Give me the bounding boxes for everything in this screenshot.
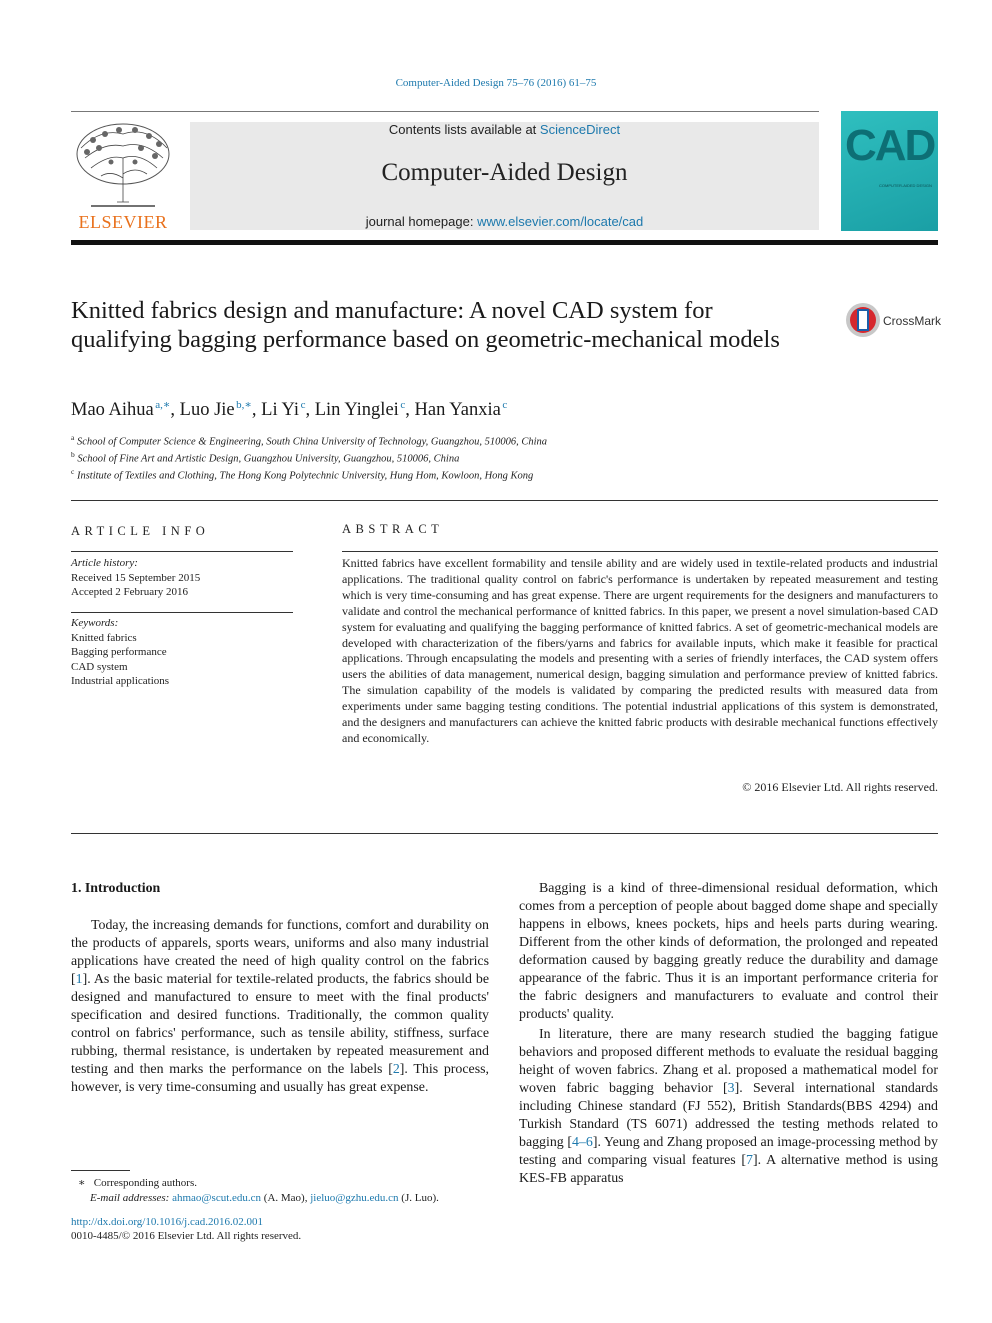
author[interactable]: Han Yanxia $^c$ — [414, 399, 508, 420]
author-list: Mao Aihua $^{a,∗}$, Luo Jie $^{b,∗}$, Li Yi $^c$, Lin Yinglei $^c$, Han Yanxia $^c$ — [71, 399, 508, 420]
journal-cover[interactable] — [841, 111, 938, 231]
paragraph: Today, the increasing demands for functions, comfort and durability on the products of apparels, sports wears, uniforms and also many industrial applications have created the need of high quality control on the fabrics [1]. As the basic material for textile-related products, the fabrics should be designed and manufactured to ensure to meet with the final products' specification and desired functions. Traditionally, the common quality control on fabrics' performance, such as tensile ability, stiffness, surface rubbing, thermal resistance, is undertaken by repeated measurement and testing and then marks the performance on the labels [2]. This process, however, is very time-consuming and usually has great expense. — [71, 918, 489, 1095]
journal-citation[interactable]: Computer-Aided Design 75–76 (2016) 61–75 — [395, 77, 597, 89]
crossmark-label: CrossMark — [883, 314, 942, 328]
keyword: Bagging performance — [71, 646, 167, 659]
sciencedirect-link[interactable]: ScienceDirect — [539, 122, 621, 137]
keywords: Keywords: Knitted fabrics Bagging performance CAD system Industrial applications — [71, 617, 170, 688]
keyword: CAD system — [71, 660, 128, 673]
affiliation: $^a$ School of Computer Science & Engineering, South China University of Technology, Guangzhou, 510006, China — [71, 433, 547, 448]
keyword: Industrial applications — [71, 675, 170, 688]
section-rule — [71, 500, 938, 501]
header-rule — [71, 111, 819, 112]
elsevier-logo — [71, 118, 175, 232]
homepage-line: journal homepage: www.elsevier.com/locate/cad — [365, 214, 644, 229]
elsevier-tree-icon — [71, 118, 175, 214]
cover-logo: CAD — [845, 121, 935, 170]
article-info-heading: ARTICLE INFO — [71, 524, 210, 538]
issn-line: 0010-4485/© 2016 Elsevier Ltd. All rights reserved. — [71, 1230, 302, 1242]
footnote-rule — [71, 1170, 130, 1171]
crossmark-badge[interactable] — [845, 302, 940, 338]
abstract-heading: ABSTRACT — [342, 522, 444, 536]
email-link[interactable]: ahmao@scut.edu.cn — [172, 1192, 262, 1204]
body-left-column — [71, 917, 489, 1097]
email-footnote: E-mail addresses: ahmao@scut.edu.cn (A. Mao), jieluo@gzhu.edu.cn (J. Luo). — [90, 1192, 439, 1204]
email-link[interactable]: jieluo@gzhu.edu.cn — [310, 1192, 399, 1204]
article-info-rule — [71, 551, 293, 552]
affiliation: $^c$ Institute of Textiles and Clothing, The Hong Kong Polytechnic University, Hung Hom, Kowloon, Hong Kong — [71, 467, 534, 482]
reference-link[interactable]: 7 — [746, 1153, 753, 1168]
paragraph: Bagging is a kind of three-dimensional residual deformation, which comes from a perception of people about bagged dome shape and specially happens in elbows, knees pockets, hips and heels parts during wearing. Different from the other kinds of deformation, the prolonged and repeated deformation caused by bagging greatly reduce the durability and damage appearance of the fabric. Thus it is an important performance criteria for the fabric designers and manufacturers to evaluate and control their products' quality. — [519, 881, 938, 1022]
abstract-copyright: © 2016 Elsevier Ltd. All rights reserved. — [742, 780, 938, 794]
homepage-link[interactable]: www.elsevier.com/locate/cad — [477, 214, 644, 229]
keywords-rule — [71, 612, 293, 613]
received-date: Received 15 September 2015 — [71, 571, 201, 584]
reference-link[interactable]: 4–6 — [571, 1135, 593, 1150]
abstract-text: Knitted fabrics have excellent formability and tensile ability and are widely used in textile-related products and industrial applications. The traditional quality control on fabric's performance is undertaken by repeated measurement and testing which is very time-consuming and has great expense. There are urgent requirements for the designers and manufacturers to validate and control the mechanical performance of knitted fabrics. In this paper, we present a novel simulation-based CAD system for evaluating and qualifying the bagging performance of knitted fabrics. A set of geometric-mechanical models are developed with characterization of the fibers/yarns and fabrics for available inputs, which make it feasible for practical applications. Through encapsulating the models and presenting with a series of friendly interfaces, the CAD system offers users the abilities of data management, numerical design, bagging simulation and performance preview of knitted fabrics. The simulation capability of the models is validated by comparing the predicted results with measured data from experiments under same bagging testing conditions. The potential industrial applications of this system is demonstrated, and the designers and manufacturers can achieve the knitted fabric products with desirable mechanical functions effectively and economically. — [342, 556, 938, 745]
section-heading: 1. Introduction — [71, 881, 161, 896]
affiliation: $^b$ School of Fine Art and Artistic Design, Guangzhou University, Guangzhou, 510006, China — [71, 450, 460, 465]
article-title: Knitted fabrics design and manufacture: A novel CAD system for qualifying bagging performance based on geometric-mechanical models — [71, 297, 780, 353]
article-history: Article history: Received 15 September 2015 Accepted 2 February 2016 — [71, 557, 201, 599]
crossmark-icon — [845, 302, 881, 338]
contents-line: Contents lists available at ScienceDirect — [388, 122, 621, 137]
paragraph: In literature, there are many research studied the bagging fatigue behaviors and proposed different methods to evaluate the residual bagging height of woven fabrics. Zhang et al. proposed a mathematical model for woven fabric bagging behavior [3]. Several international standards including Chinese standard (FJ 552), British Standards(BBS 4294) and Turkish Standard (TS 6071) addressed the testing methods related to bagging [4–6]. Yeung and Zhang proposed an image-processing method by testing and comparing visual features [7]. A alternative method is using KES-FB apparatus — [519, 1027, 938, 1186]
body-right-column — [519, 880, 938, 1188]
keyword: Knitted fabrics — [71, 631, 137, 644]
accepted-date: Accepted 2 February 2016 — [71, 586, 188, 599]
abstract-rule — [342, 551, 938, 552]
section-rule — [71, 833, 938, 834]
reference-link[interactable]: 2 — [392, 1062, 400, 1077]
author[interactable]: Mao Aihua $^{a,∗}$ — [71, 399, 171, 420]
reference-link[interactable]: 3 — [727, 1081, 735, 1096]
author[interactable]: Lin Yinglei $^c$ — [314, 399, 406, 420]
cover-subtitle: COMPUTER-AIDED DESIGN — [879, 183, 932, 188]
masthead-rule — [71, 240, 938, 245]
doi-link[interactable]: http://dx.doi.org/10.1016/j.cad.2016.02.001 — [71, 1216, 263, 1228]
elsevier-wordmark: ELSEVIER — [78, 212, 168, 232]
corresponding-footnote: ∗ Corresponding authors. — [78, 1177, 197, 1189]
author[interactable]: Luo Jie $^{b,∗}$ — [179, 399, 252, 420]
reference-link[interactable]: 1 — [75, 972, 83, 987]
author[interactable]: Li Yi $^c$ — [261, 399, 306, 420]
journal-title: Computer-Aided Design — [381, 159, 628, 186]
journal-banner — [190, 122, 819, 230]
